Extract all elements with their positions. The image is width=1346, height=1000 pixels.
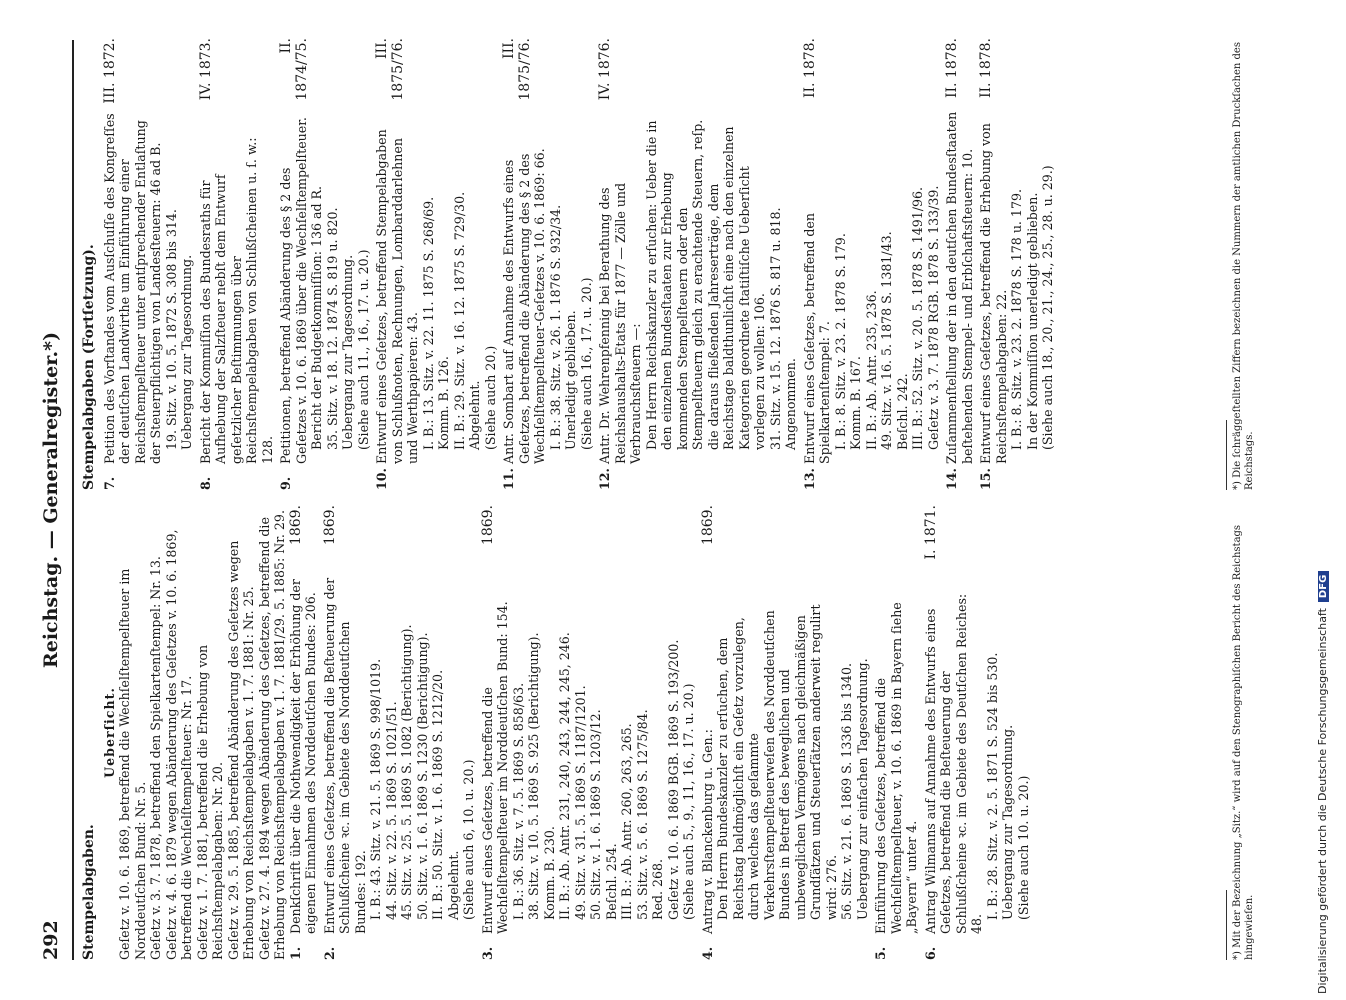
- entry-session: II. 1878.: [944, 38, 960, 99]
- entry-line: 38. Sitz. v. 10. 5. 1869 S. 925 (Berichtigung).: [526, 632, 541, 920]
- entry-body: [288, 577, 319, 934]
- entry-body: [102, 110, 195, 464]
- entry-line: Beſchl. 254.: [603, 843, 619, 920]
- register-entry: [288, 505, 319, 960]
- entry-line: Uebergang zur Tagesordnung.: [340, 254, 355, 450]
- entry-line: Antr. Dr. Wehrenpfennig bei Berathung des Reichshaushalts-Etats für 1877 — Zölle und Verbrauchsſteuern —:: [597, 182, 643, 464]
- entry-line: I. B.: 13. Sitz. v. 22. 11. 1875 S. 268/69.: [420, 196, 436, 450]
- entry-line: II. B.: 50. Sitz. v. 1. 6. 1869 S. 1212/20.: [430, 669, 445, 920]
- entry-body: [802, 110, 942, 464]
- entry-number: 6.: [922, 946, 938, 960]
- entry-session: II. 1878.: [801, 38, 818, 99]
- footnote-left: *) Mit der Bezeichnung „Sitz.“ wird auf den Stenographiſchen Bericht des Reichstags hingewieſen.: [1232, 524, 1255, 960]
- overview-item: Geſetz v. 29. 5. 1885, betreffend Abänderung des Geſetzes wegen Erhebung von Reichsſtempelabgaben v. 1. 7. 1881: Nr. 25.: [225, 540, 256, 960]
- page-header: [40, 40, 70, 960]
- entry-number: 5.: [873, 946, 888, 960]
- entry-line: (Siehe auch 16., 17. u. 20.): [578, 277, 594, 450]
- entry-line: Geſetz v. 10. 6. 1869 BGB. 1869 S. 193/200.: [665, 639, 681, 920]
- entry-line: Bericht der Kommiſſion des Bundesraths für Aufhebung der Salzſteuer nebſt dem Entwurf geſetzlicher Beſtimmungen über Reichsſtempelabgaben von Schlußſcheinen u. ſ. w.: 128.: [197, 137, 275, 464]
- entry-line: (Siehe auch 20.): [482, 345, 498, 450]
- register-entry: [597, 38, 799, 490]
- entry-number: 13.: [801, 468, 817, 490]
- register-entry: [978, 38, 1056, 490]
- entry-line: 19. Sitz. v. 10. 5. 1872 S. 308 bis 314.: [163, 209, 179, 450]
- entry-line: (Siehe auch 18., 20., 21., 24., 25., 28. u. 29.): [1040, 165, 1055, 450]
- digitization-credit: [1316, 6, 1338, 994]
- entry-number: 10.: [374, 468, 389, 490]
- left-column: [82, 505, 1034, 960]
- register-entry: [198, 38, 276, 490]
- entry-number: 3.: [479, 946, 495, 960]
- entry-line: Antrag Wilmanns auf Annahme des Entwurfs eines Geſetzes, betreffend die Beſteuerung der Schlußſcheine ꝛc. im Gebiete des Deutſchen Reiches: 48.: [922, 593, 984, 934]
- credit-text: Digitalisierung gefördert durch die Deutsche Forschungsgemeinschaft: [1316, 608, 1329, 994]
- entry-body: [322, 577, 477, 934]
- register-entry: [501, 38, 594, 490]
- entry-body: [501, 110, 594, 464]
- entry-line: II. B.: Ab. Antr. 235, 236.: [863, 290, 879, 450]
- overview-item: Geſetz v. 4. 6. 1879 wegen Abänderung des Geſetzes v. 10. 6. 1869, betreffend die Wechſelſtempelſteuer: Nr. 17.: [163, 529, 194, 960]
- entry-line: 49. Sitz. v. 31. 5. 1869 S. 1187/1201.: [572, 685, 588, 920]
- entry-body: [198, 110, 276, 464]
- entry-line: Denkſchrift über die Nothwendigkeit der Erhöhung der eigenen Einnahmen des Norddeutſchen Bundes: 206.: [287, 579, 318, 934]
- entry-line: Komm. B. 167.: [848, 356, 863, 450]
- entry-number: 12.: [597, 468, 612, 490]
- entry-line: 45. Sitz. v. 25. 5. 1869 S. 1082 (Berichtigung).: [399, 624, 414, 920]
- overview-list: [117, 505, 288, 960]
- entry-line: Unerledigt geblieben.: [563, 310, 578, 450]
- entry-number: 8.: [197, 476, 213, 490]
- entry-line: (Siehe auch 10. u. 20.): [1015, 775, 1031, 920]
- entry-number: 2.: [321, 946, 337, 960]
- entry-line: Red. 268.: [650, 858, 665, 920]
- entry-body: [374, 110, 498, 464]
- entry-line: Den Herrn Reichskanzler zu erſuchen: Ueber die in den einzelnen Bundesſtaaten zur Erhebung kommenden Stempelſteuern oder den Stempelſteuern gleich zu erachtende Steuern, reſp. die daraus fließenden Jahreserträge, dem Reichstage baldthunlichſt eine nach den einzelnen Kategorien geordnete ſtatiſtiſche Ueberſicht vorlegen zu wollen: 106.: [643, 119, 767, 450]
- entry-line: (Siehe auch 11., 16., 17. u. 20.): [355, 249, 371, 450]
- entry-line: (Siehe auch 5., 9., 11, 16., 17. u. 20.): [681, 683, 696, 920]
- entry-body: [978, 110, 1056, 464]
- entry-session: III. 1875/76.: [374, 38, 406, 101]
- header-rule: [72, 40, 74, 960]
- overview-item: Geſetz v. 10. 6. 1869, betreffend die Wechſelſtempelſteuer im Norddeutſchen Bund: Nr. 5.: [117, 568, 148, 960]
- entry-line: Antr. Sombart auf Annahme des Entwurfs eines Geſetzes, betreffend die Abänderung des § 2 des Wechſelſtempelſteuer-Geſetzes v. 10. 6. 1869: 66.: [501, 148, 547, 464]
- register-entry: [873, 505, 920, 960]
- footnote-right: *) Die ſchräggeſtellten Ziffern bezeichnen die Nummern der amtlichen Druckſachen des Reichstags.: [1232, 42, 1255, 490]
- entry-line: Abgelehnt.: [467, 380, 482, 450]
- entry-line: 31. Sitz. v. 15. 12. 1876 S. 817 u. 818.: [767, 207, 783, 450]
- register-entry: [374, 38, 498, 490]
- right-column: [82, 38, 1059, 490]
- entry-line: Uebergang zur einfachen Tagesordnung.: [854, 658, 870, 920]
- entry-number: 1.: [287, 946, 303, 960]
- entry-number: 4.: [699, 946, 715, 960]
- register-entry: [480, 505, 697, 960]
- footnote-rule-left: [1226, 890, 1227, 960]
- entry-line: 53. Sitz. v. 5. 6. 1869 S. 1275/84.: [634, 709, 650, 920]
- register-entry: [923, 505, 1032, 960]
- overview-item: Geſetz v. 27. 4. 1894 wegen Abänderung des Geſetzes, betreffend die Erhebung von Reichsſtempelabgaben v. 1. 7. 1881/29. 5. 1885: Nr. 29.: [256, 510, 287, 960]
- left-entries: [288, 505, 1032, 960]
- entry-line: 50. Sitz. v. 1. 6. 1869 S. 1203/12.: [588, 709, 603, 920]
- entry-line: Entwurf eines Geſetzes, betreffend Stempelabgaben von Schlußnoten, Rechnungen, Lombarddarlehnen und Werthpapieren: 43.: [374, 129, 420, 464]
- entry-line: I. B.: 28. Sitz. v. 2. 5. 1871 S. 524 bis 530.: [984, 652, 1000, 920]
- right-entries: [102, 38, 1056, 490]
- entry-number: 11.: [501, 468, 516, 490]
- page-number: 292: [40, 920, 62, 960]
- entry-line: II. B.: 29. Sitz. v. 16. 12. 1875 S. 729/30.: [451, 191, 467, 450]
- section-title: Stempelabgaben.: [81, 824, 97, 960]
- entry-session: IV. 1876.: [597, 38, 613, 101]
- entry-line: 44. Sitz. v. 22. 5. 1869 S. 1021/51.: [383, 701, 399, 920]
- entry-body: [923, 577, 1032, 934]
- entry-line: Abgelehnt.: [445, 850, 461, 920]
- overview-title: Ueberſicht.: [101, 687, 117, 778]
- entry-line: 56. Sitz. v. 21. 6. 1869 S. 1336 bis 1340.: [839, 663, 854, 920]
- entry-line: Einführung des Geſetzes, betreffend die Wechſelſtempelſteuer, v. 10. 6. 1869 in Bayern ſiehe „Bayern“ unter 4.: [873, 602, 919, 934]
- entry-line: Komm. B. 126.: [436, 356, 451, 450]
- entry-line: In der Kommiſſion unerledigt geblieben.: [1024, 192, 1040, 450]
- entry-line: Uebergang zur Tagesordnung.: [1000, 724, 1015, 920]
- entry-body: [480, 577, 697, 934]
- entry-number: 14.: [944, 468, 959, 490]
- entry-line: II. B.: Ab. Antr. 231, 240, 243, 244, 245, 246.: [557, 632, 572, 920]
- entry-line: I. B.: 36. Sitz. v. 7. 5. 1869 S. 858/63.: [510, 682, 526, 920]
- entry-number: 9.: [278, 476, 293, 490]
- register-entry: [102, 38, 195, 490]
- entry-body: [700, 577, 871, 934]
- entry-line: Komm. B. 230.: [541, 826, 557, 920]
- register-entry: [700, 505, 871, 960]
- entry-line: I. B.: 8. Sitz. v. 23. 2. 1878 S. 178 u. 179.: [1009, 189, 1024, 450]
- overview-item: Geſetz v. 1. 7. 1881, betreffend die Erhebung von Reichsſtempelabgaben: Nr. 20.: [194, 644, 225, 960]
- entry-line: 35. Sitz. v. 18. 12. 1874 S. 819 u. 820.: [324, 207, 340, 450]
- entry-number: 15.: [978, 468, 993, 490]
- entry-line: Angenommen.: [783, 358, 798, 450]
- entry-line: Zuſammenſtellung der in den deutſchen Bundesſtaaten beſtehenden Stempel- und Erbſchaftsſteuern: 10.: [944, 111, 975, 464]
- entry-line: Bericht der Budgetkommiſſion: 136 ad R.: [309, 185, 324, 450]
- footnote-rule-right: [1226, 420, 1227, 490]
- entry-line: Entwurf eines Geſetzes, betreffend die Beſteuerung der Schlußſcheine ꝛc. im Gebiete des Norddeutſchen Bundes: 192.: [321, 577, 368, 934]
- entry-line: Geſetz v. 3. 7. 1878 RGB. 1878 S. 133/39.: [925, 185, 941, 450]
- entry-line: Petition des Vorſtandes vom Ausſchuſſe des Kongreſſes der deutſchen Landwirthe um Einführung einer Reichsſtempelſteuer unter entſprechender Entlaſtung der Steuerpflichtigen von Landesſteuern: 46 ad B.: [101, 113, 163, 464]
- entry-line: Uebergang zur Tagesordnung.: [179, 254, 194, 450]
- entry-line: Antrag v. Blanckenburg u. Gen.:: [699, 729, 715, 934]
- entry-line: 49. Sitz. v. 16. 5. 1878 S. 1381/43.: [879, 231, 894, 450]
- entry-body: [944, 110, 975, 464]
- entry-session: II. 1878.: [978, 38, 994, 99]
- entry-number: 7.: [101, 476, 117, 490]
- register-entry: [278, 38, 371, 490]
- entry-line: III. B.: Ab. Antr. 260, 263, 265.: [619, 723, 634, 920]
- entry-line: 50. Sitz. v. 1. 6. 1869 S. 1230 (Berichtigung).: [414, 632, 430, 920]
- register-entry: [944, 38, 975, 490]
- entry-line: III. B.: 52. Sitz. v. 20. 5. 1878 S. 1491/96.: [910, 186, 925, 450]
- entry-body: [278, 110, 371, 464]
- entry-year: 1869.: [287, 505, 304, 546]
- entry-session: III. 1872.: [101, 38, 118, 104]
- entry-line: Entwurf eines Geſetzes, betreffend den Spielkartenſtempel: 7.: [801, 213, 832, 464]
- entry-year: 1869.: [321, 505, 338, 546]
- entry-session: IV. 1873.: [197, 38, 214, 101]
- register-entry: [802, 38, 942, 490]
- entry-year: I. 1871.: [922, 505, 939, 560]
- entry-line: I. B.: 8. Sitz. v. 23. 2. 1878 S. 179.: [832, 233, 848, 450]
- register-entry: [322, 505, 477, 960]
- entry-line: Den Herrn Bundeskanzler zu erſuchen, dem Reichstag baldmöglichſt ein Geſetz vorzulegen, durch welches das geſammte Verkehrsſtempelſteuerweſen des Norddeutſchen Bundes in Betreff des beweglichen und unbeweglichen Vermögens nach gleichmäßigen Grundſätzen und Steuerſätzen anderweit regulirt wird: 276.: [715, 604, 839, 920]
- entry-year: 1869.: [479, 505, 496, 546]
- entry-session: III. 1875/76.: [501, 38, 533, 101]
- entry-body: [597, 110, 799, 464]
- entry-line: (Siehe auch 6, 10. u. 20.): [461, 759, 476, 920]
- entry-line: I. B.: 38. Sitz. v. 26. 1. 1876 S. 932/34.: [547, 204, 563, 450]
- entry-line: Entwurf eines Geſetzes, betreffend die Wechſelſtempelſteuer im Norddeutſchen Bund: 154.: [479, 601, 510, 934]
- entry-session: II. 1874/75.: [278, 38, 310, 101]
- entry-body: [873, 577, 920, 934]
- entry-line: Petitionen, betreffend Abänderung des § 2 des Geſetzes v. 10. 6. 1869 über die Wechſelſtempelſteuer.: [278, 117, 309, 464]
- overview-item: Geſetz v. 3. 7. 1878, betreffend den Spielkartenſtempel: Nr. 13.: [148, 556, 163, 960]
- running-title: Reichstag. — Generalregister.*): [40, 331, 62, 669]
- entry-line: Entwurf eines Geſetzes, betreffend die Erhebung von Reichsſtempelabgaben: 22.: [978, 123, 1009, 464]
- entry-line: Beſchl. 242.: [894, 373, 910, 450]
- entry-year: 1869.: [699, 505, 716, 546]
- entry-line: I. B.: 43. Sitz. v. 21. 5. 1869 S. 998/1019.: [368, 658, 383, 920]
- section-continued-title: Stempelabgaben (Fortſetzung).: [81, 244, 97, 490]
- dfg-logo: DFG: [1318, 571, 1329, 602]
